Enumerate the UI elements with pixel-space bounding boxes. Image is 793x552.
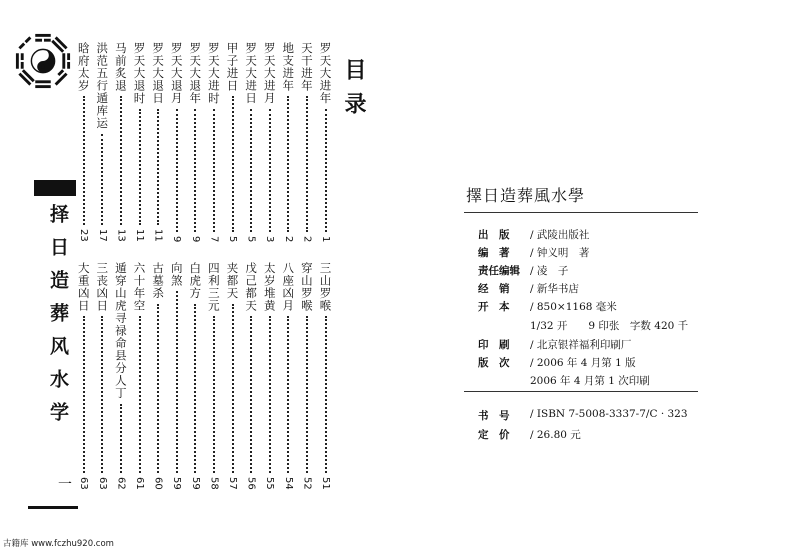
toc-entry-page: 59: [189, 477, 201, 490]
toc-entry-title: 六十年空: [132, 262, 147, 312]
watermark-footer: 古籍库 www.fczhu920.com: [3, 539, 114, 549]
colophon-row: [478, 408, 688, 423]
colophon-value: / 新华书店: [530, 283, 579, 295]
toc-entry-page: 7: [208, 235, 220, 242]
colophon-rule: [464, 391, 698, 392]
colophon-row: [478, 281, 579, 296]
colophon-row: [478, 245, 589, 260]
toc-entry-title: 罗天大进月: [262, 42, 277, 105]
spine-page-number: 一: [58, 477, 72, 493]
toc-entry-page: 56: [245, 477, 257, 490]
toc-entry[interactable]: [188, 262, 203, 490]
toc-entry-page: 57: [227, 477, 238, 490]
colophon-row: [478, 427, 581, 442]
toc-leader-dots: [287, 316, 289, 473]
toc-entry-title: 洪范五行遁库运: [95, 42, 110, 130]
toc-entry-page: 5: [245, 235, 257, 242]
colophon-label: 印 刷: [478, 339, 510, 351]
toc-entry-title: 晗府太岁: [76, 42, 91, 92]
toc-entry[interactable]: [299, 262, 314, 490]
toc-entry[interactable]: [318, 262, 333, 490]
toc-leader-dots: [250, 316, 252, 473]
colophon-value: / 26.80 元: [530, 429, 581, 441]
toc-entry-title: 天干进年: [299, 42, 314, 92]
colophon-value: / ISBN 7-5008-3337-7/C · 323: [530, 408, 688, 420]
toc-entry[interactable]: [95, 262, 110, 490]
colophon-value: / 武陵出版社: [530, 229, 590, 241]
colophon-value: / 2006 年 4 月第 1 版: [530, 357, 636, 369]
colophon-label: 开 本: [478, 301, 510, 313]
toc-entry-title: 白虎方: [188, 262, 203, 300]
colophon-label: [478, 373, 530, 388]
toc-entry-page: 9: [189, 235, 201, 242]
toc-entry[interactable]: [244, 262, 259, 490]
toc-leader-dots: [325, 109, 327, 232]
toc-leader-dots: [101, 316, 103, 473]
toc-entry-title: 罗天大退日: [151, 42, 166, 105]
toc-entry[interactable]: [262, 262, 277, 490]
colophon-row: [478, 373, 650, 388]
toc-leader-dots: [213, 316, 215, 473]
toc-entry-page: 3: [264, 235, 276, 242]
toc-entry-title: 太岁堆黄: [262, 262, 277, 312]
toc-entry-title: 地支进年: [281, 42, 296, 92]
toc-entry[interactable]: [169, 42, 184, 242]
toc-entry[interactable]: [113, 42, 128, 242]
right-page: [396, 0, 793, 552]
colophon-value: / 钟义明 著: [530, 247, 590, 259]
toc-leader-dots: [194, 304, 196, 474]
toc-entry-page: 11: [134, 229, 145, 242]
toc-entry-title: 遁穿山虎寻禄命县分人丁: [113, 262, 128, 400]
toc-entry[interactable]: [169, 262, 184, 490]
toc-entry[interactable]: [76, 262, 91, 490]
toc-heading: 目录: [341, 58, 366, 126]
colophon-value: / 北京银祥福利印刷厂: [530, 339, 632, 351]
toc-entry-page: 52: [301, 477, 313, 490]
toc-entry-title: 罗天大退年: [188, 42, 203, 105]
toc-leader-dots: [269, 316, 271, 473]
toc-entry[interactable]: [76, 42, 91, 242]
toc-leader-dots: [157, 109, 159, 226]
toc-entry-title: 罗天大进时: [206, 42, 221, 105]
toc-entry[interactable]: [132, 42, 147, 242]
toc-entry-page: 63: [96, 477, 108, 490]
toc-leader-dots: [287, 96, 289, 232]
toc-entry-page: 60: [152, 477, 164, 490]
toc-entry-title: 古墓杀: [151, 262, 166, 300]
toc-entry[interactable]: [262, 42, 277, 242]
toc-entry[interactable]: [151, 42, 166, 242]
toc-entry-page: 1: [320, 235, 331, 242]
toc-leader-dots: [325, 316, 327, 473]
colophon-row: [478, 263, 568, 278]
toc-entry-title: 戊己都天: [244, 262, 259, 312]
toc-entry-title: 马前炙退: [113, 42, 128, 92]
spine-book-title: 择日造葬风水学: [47, 204, 69, 435]
colophon-value: 2006 年 4 月第 1 次印刷: [530, 375, 650, 387]
colophon-label: [478, 318, 530, 333]
colophon-value: 1/32 开 9 印张 字数 420 千: [530, 320, 689, 332]
toc-entry-page: 11: [152, 229, 164, 242]
toc-entry-page: 59: [171, 477, 183, 490]
toc-entry-title: 穿山罗喉: [299, 262, 314, 312]
spine-rule: [28, 506, 78, 509]
toc-leader-dots: [83, 316, 85, 473]
toc-entry-page: 55: [264, 477, 276, 490]
toc-entry-page: 54: [282, 477, 294, 490]
toc-entry-page: 62: [115, 477, 127, 490]
toc-entry-page: 51: [320, 477, 331, 490]
toc-entry[interactable]: [244, 42, 259, 242]
toc-leader-dots: [250, 109, 252, 232]
toc-leader-dots: [306, 96, 308, 232]
toc-entry-title: 罗天大进日: [244, 42, 259, 105]
toc-entry-title: 向煞: [169, 262, 184, 287]
toc-entry-page: 9: [171, 235, 183, 242]
colophon-row: [478, 355, 636, 370]
toc-leader-dots: [269, 109, 271, 232]
toc-entry-title: 罗天大进年: [318, 42, 333, 105]
toc-leader-dots: [176, 291, 178, 473]
colophon-label: 版 次: [478, 357, 510, 369]
colophon-label: 书 号: [478, 410, 510, 422]
colophon-row: [478, 318, 688, 333]
toc-leader-dots: [120, 404, 122, 474]
toc-entry[interactable]: [151, 262, 166, 490]
toc-leader-dots: [157, 304, 159, 474]
colophon-label: 编 著: [478, 247, 510, 259]
toc-leader-dots: [139, 109, 141, 226]
colophon-label: 出 版: [478, 229, 510, 241]
spine-bar: [34, 180, 76, 196]
colophon-row: [478, 227, 589, 242]
toc-entry[interactable]: [206, 262, 221, 490]
toc-leader-dots: [232, 304, 234, 474]
toc-entry[interactable]: [299, 42, 314, 242]
toc-entry-title: 三丧凶日: [95, 262, 110, 312]
toc-leader-dots: [232, 96, 234, 232]
left-page: [0, 0, 395, 552]
toc-entry-page: 2: [282, 235, 294, 242]
toc-leader-dots: [176, 109, 178, 232]
toc-leader-dots: [306, 316, 308, 473]
toc-entry[interactable]: [113, 262, 128, 490]
toc-entry-title: 八座凶月: [281, 262, 296, 312]
colophon-label: 定 价: [478, 429, 510, 441]
colophon-title: 擇日造葬風水學: [466, 186, 586, 205]
toc-entry[interactable]: [206, 42, 221, 242]
toc-entry[interactable]: [95, 42, 110, 242]
toc-entry-title: 罗天大退时: [132, 42, 147, 105]
toc-entry-title: 罗天大退月: [169, 42, 184, 105]
toc-leader-dots: [139, 316, 141, 473]
toc-entry[interactable]: [225, 42, 240, 242]
toc-leader-dots: [194, 109, 196, 232]
toc-entry[interactable]: [318, 42, 333, 242]
toc-leader-dots: [120, 96, 122, 225]
toc-entry-page: 17: [96, 229, 108, 242]
toc-entry-title: 三山罗喉: [318, 262, 333, 312]
toc-leader-dots: [83, 96, 85, 225]
colophon-value: / 850×1168 毫米: [530, 301, 617, 313]
toc-entry-page: 58: [208, 477, 220, 490]
colophon-row: [478, 337, 631, 352]
toc-entry-title: 大重凶日: [76, 262, 91, 312]
colophon-label: 经 销: [478, 283, 510, 295]
toc-entry[interactable]: [281, 262, 296, 490]
toc-entry-page: 2: [301, 235, 313, 242]
toc-entry[interactable]: [188, 42, 203, 242]
toc-entry-page: 61: [134, 477, 145, 490]
colophon-row: [478, 299, 617, 314]
toc-entry-page: 63: [78, 477, 90, 490]
colophon-value: / 凌 子: [530, 265, 569, 277]
toc-entry-page: 13: [115, 229, 127, 242]
toc-entry-title: 夹都天: [225, 262, 240, 300]
toc-entry-page: 23: [78, 229, 90, 242]
colophon-label: 责任编辑: [478, 265, 520, 277]
title-rule: [464, 212, 698, 213]
toc-entry[interactable]: [132, 262, 147, 490]
toc-entry-page: 5: [227, 235, 238, 242]
toc-entry[interactable]: [225, 262, 240, 490]
toc-entry-title: 四利三元: [206, 262, 221, 312]
toc-entry-title: 甲子进日: [225, 42, 240, 92]
toc-entry[interactable]: [281, 42, 296, 242]
toc-leader-dots: [101, 134, 103, 226]
toc-leader-dots: [213, 109, 215, 232]
bagua-taiji-icon: [14, 32, 72, 90]
